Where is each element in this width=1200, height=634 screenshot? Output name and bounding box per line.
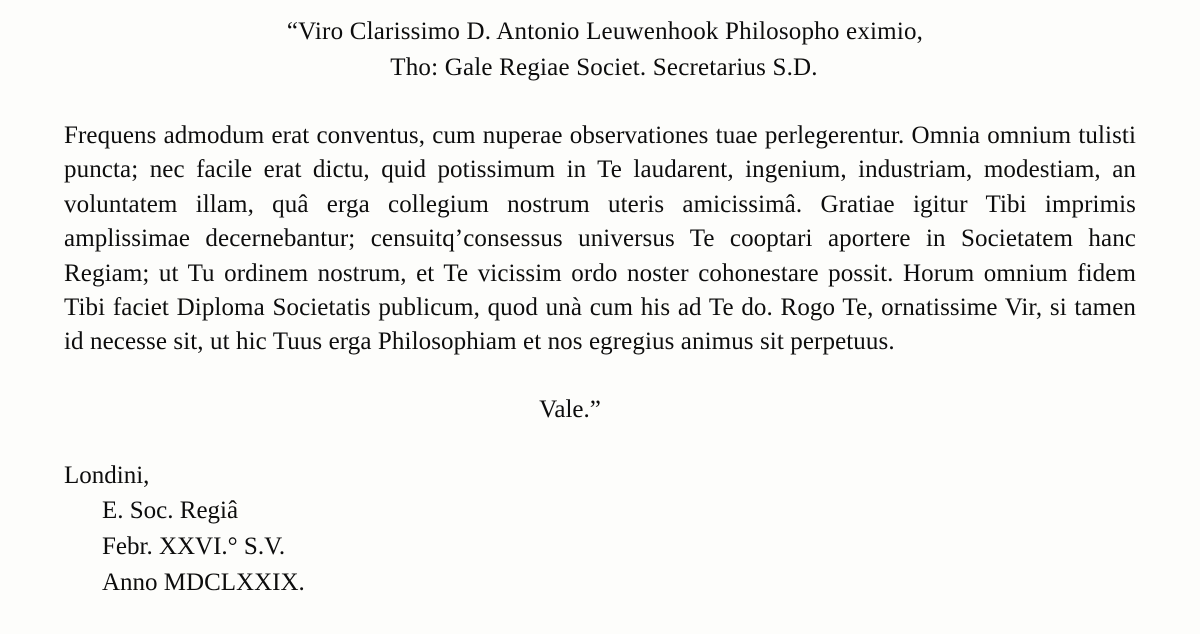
letter-body — [60, 119, 1140, 360]
body-paragraph: Frequens admodum erat conventus, cum nuperae observationes tuae perlegerentur. Omnia omnium tulisti puncta; nec facile erat dictu, quid potissimum in Te laudarent, ingenium, industriam, modestiam, an voluntatem illam, quâ erga collegium nostrum uteris amicissimâ. Gratiae igitur Tibi imprimis amplissimae decernebantur; censuitq’consessus universus Te cooptari aportere in Societatem hanc Regiam; ut Tu ordinem nostrum, et Te vicissim ordo noster cohonestare possit. Horum omnium fidem Tibi faciet Diploma Societatis publicum, quod unà cum his ad Te do. Rogo Te, ornatissime Vir, si tamen id necesse sit, ut hic Tuus erga Philosophiam et nos egregius animus sit perpetuus. — [64, 122, 1136, 356]
signoff-place: Londini, — [64, 461, 150, 489]
letter-closing: Vale.” — [539, 395, 601, 423]
salutation-line-2: Tho: Gale Regiae Societ. Secretarius S.D. — [390, 53, 818, 81]
salutation-line-1: “Viro Clarissimo D. Antonio Leuwenhook Philosopho eximio, — [286, 18, 924, 45]
signoff-year: Anno MDCLXXIX. — [102, 568, 305, 596]
signoff-society: E. Soc. Regiâ — [102, 497, 239, 525]
signoff-date: Febr. XXVI.° S.V. — [102, 533, 286, 561]
letter-signoff — [60, 458, 1140, 601]
letter-salutation — [60, 14, 1140, 85]
